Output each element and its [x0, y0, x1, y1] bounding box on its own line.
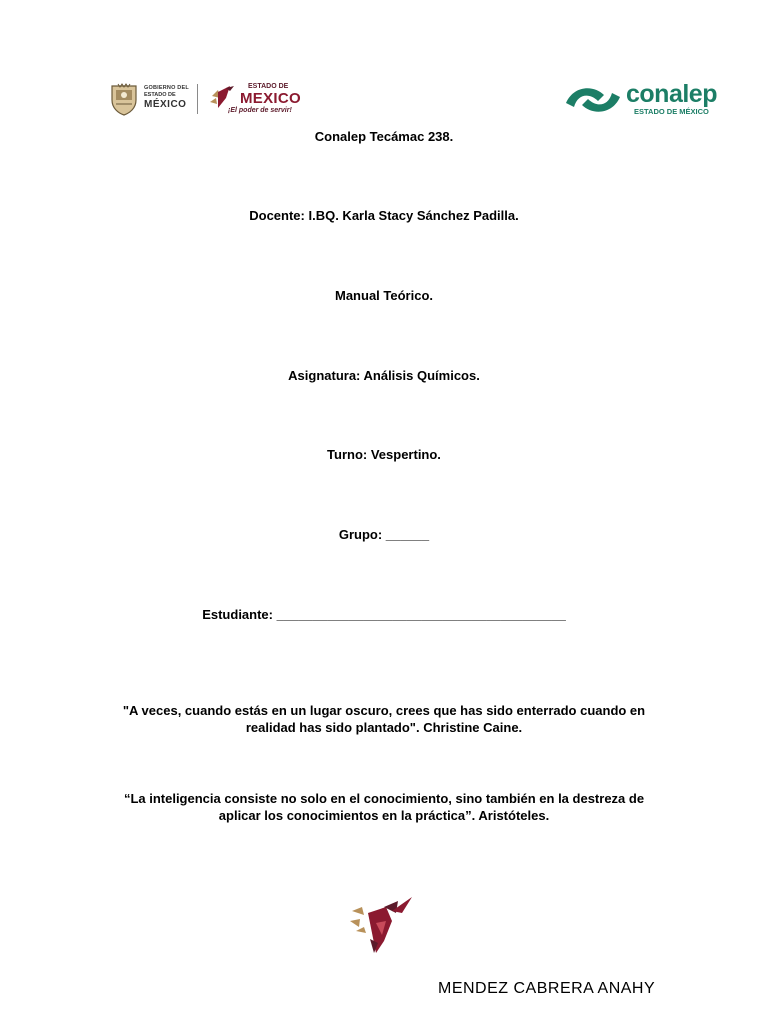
quote-aristoteles: “La inteligencia consiste no solo en el conocimiento, sino también en la destreza de aplicar los conocimientos en la práctica”. Aristóteles.	[123, 791, 645, 823]
school-name: Conalep Tecámac 238.	[314, 129, 454, 144]
shift-line: Turno: Vespertino.	[327, 447, 441, 462]
logo-divider	[197, 84, 198, 114]
conalep-emblem-icon	[564, 81, 622, 119]
coat-of-arms-icon	[108, 82, 140, 116]
gob-logo-line1: GOBIERNO DEL	[144, 85, 189, 91]
conalep-wordmark: conalep	[626, 80, 717, 108]
gobierno-edomex-logo	[108, 80, 303, 118]
edomex-logo-line2: MEXICO	[240, 90, 301, 107]
teacher-line: Docente: I.BQ. Karla Stacy Sánchez Padilla.	[249, 208, 519, 223]
quote-caine: "A veces, cuando estás en un lugar oscuro, crees que has sido enterrado cuando en realidad has sido plantado". Christine Caine.	[122, 703, 646, 735]
edomex-logo-slogan: ¡El poder de servir!	[228, 107, 292, 114]
gob-logo-line3: MÉXICO	[144, 99, 187, 110]
edomex-logo-line1: ESTADO DE	[248, 83, 289, 90]
conalep-subtitle: ESTADO DE MÉXICO	[634, 107, 709, 116]
manual-title: Manual Teórico.	[335, 288, 433, 303]
group-line: Grupo: ______	[338, 527, 430, 542]
student-signature-name: MENDEZ CABRERA ANAHY	[438, 980, 656, 997]
hummingbird-emblem-icon	[348, 893, 420, 957]
gob-logo-line2: ESTADO DE	[144, 92, 176, 98]
student-line: Estudiante: ________________________________________	[202, 607, 566, 622]
conalep-logo	[564, 80, 732, 120]
subject-line: Asignatura: Análisis Químicos.	[288, 368, 480, 383]
